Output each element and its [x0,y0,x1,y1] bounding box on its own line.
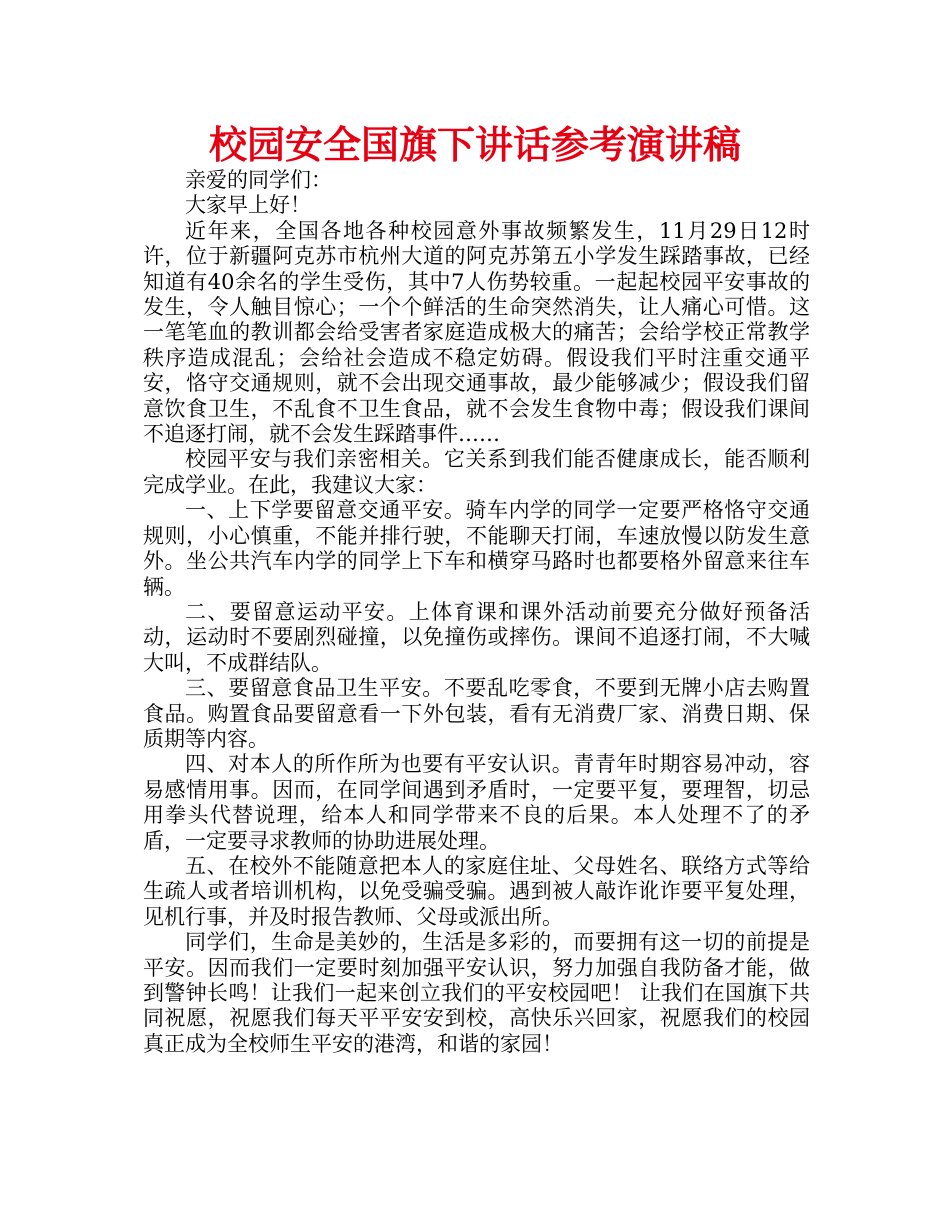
paragraph-importance: 校园平安与我们亲密相关。它关系到我们能否健康成长，能否顺利完成学业。在此，我建议大家： [143,447,810,497]
paragraph-greeting: 亲爱的同学们： [185,168,332,192]
paragraph-offcampus-safety: 五、在校外不能随意把本人的家庭住址、父母姓名、联络方式等给生疏人或者培训机构，以免受骗受骗。遇到被人敲诈讹诈要平复处理，见机行事，并及时报告教师、父母或派出所。 [143,853,810,929]
page-title: 校园安全国旗下讲话参考演讲稿 [208,123,741,167]
paragraph-morning: 大家早上好！ [185,193,311,218]
paragraph-behavior-safety: 四、对本人的所作所为也要有平安认识。青青年时期容易冲动，容易感情用事。因而，在同学间遇到矛盾时，一定要平复，要理智，切忌用拳头代替说理，给本人和同学带来不良的后果。本人处理不了的矛盾，一定要寻求教师的协助进展处理。 [143,752,810,853]
document-body [143,168,810,1057]
paragraph-closing: 同学们，生命是美妙的，生活是多彩的，而要拥有这一切的前提是平安。因而我们一定要时刻加强平安认识，努力加强自我防备才能，做到警钟长鸣！让我们一起来创立我们的平安校园吧！ 让我们在国旗下共同祝愿，祝愿我们每天平平安安到校，高快乐兴回家，祝愿我们的校园真正成为全校师生平安的港湾，和谐的家园！ [143,930,810,1056]
paragraph-sports-safety: 二、要留意运动平安。上体育课和课外活动前要充分做好预备活动，运动时不要剧烈碰撞，以免撞伤或摔伤。课间不追逐打闹，不大喊大叫，不成群结队。 [143,599,810,675]
paragraph-food-safety: 三、要留意食品卫生平安。不要乱吃零食，不要到无牌小店去购置食品。购置食品要留意看一下外包装，看有无消费厂家、消费日期、保质期等内容。 [143,676,810,751]
paragraph-traffic-safety: 一、上下学要留意交通平安。骑车内学的同学一定要严格恪守交通规则，小心慎重，不能并排行驶，不能聊天打闹，车速放慢以防发生意外。坐公共汽车内学的同学上下车和横穿马路时也都要格外留意来往车辆。 [143,498,810,599]
paragraph-intro: 近年来，全国各地各种校园意外事故频繁发生，11月29日12时许，位于新疆阿克苏市杭州大道的阿克苏第五小学发生踩踏事故，已经知道有40余名的学生受伤，其中7人伤势较重。一起起校园平安事故的发生，令人触目惊心；一个个鲜活的生命突然消失，让人痛心可惜。这一笔笔血的教训都会给受害者家庭造成极大的痛苦；会给学校正常教学秩序造成混乱；会给社会造成不稳定妨碍。假设我们平时注重交通平安，恪守交通规则，就不会出现交通事故，最少能够减少；假设我们留意饮食卫生，不乱食不卫生食品，就不会发生食物中毒；假设我们课间不追逐打闹，就不会发生踩踏事件…… [143,218,810,447]
